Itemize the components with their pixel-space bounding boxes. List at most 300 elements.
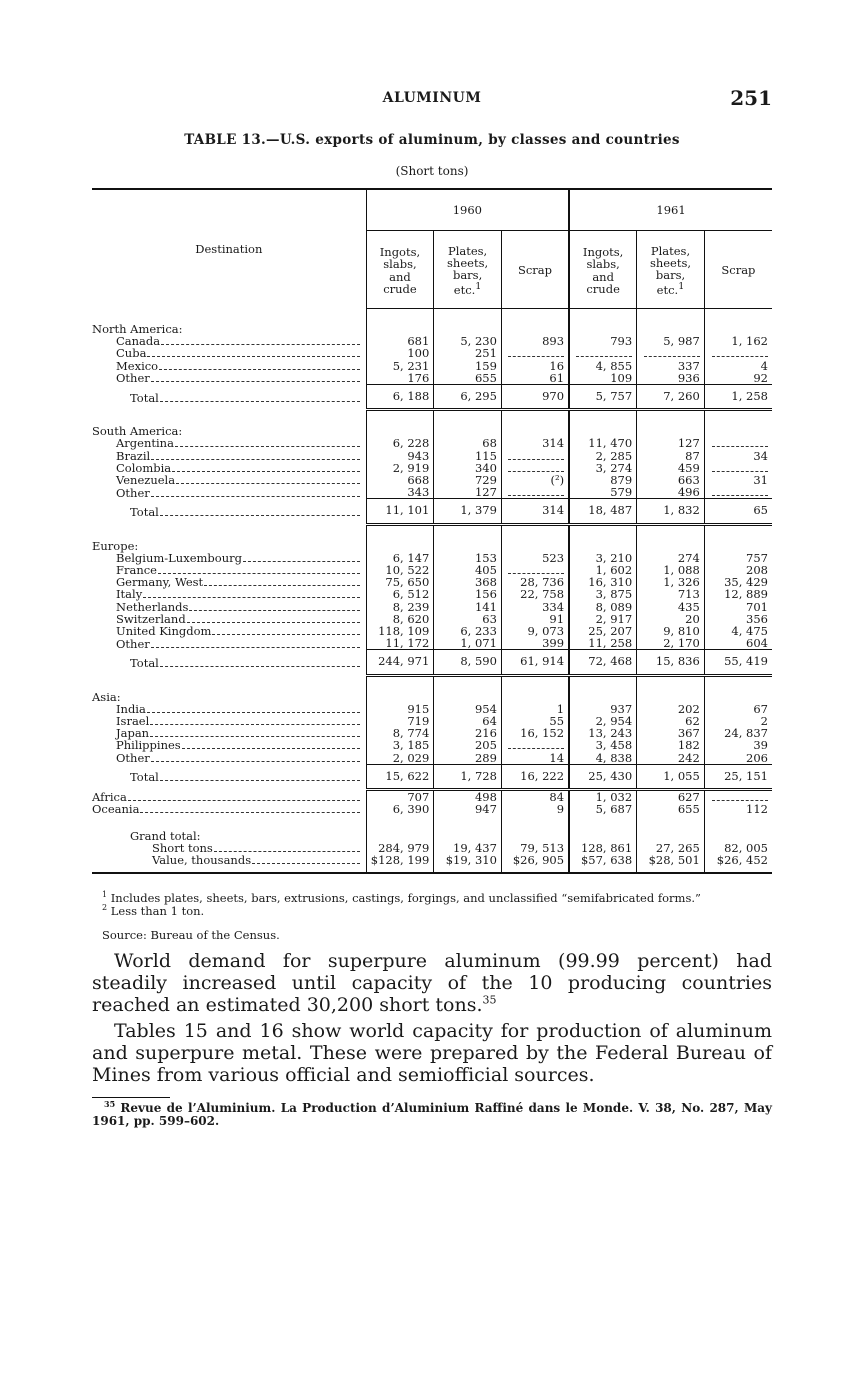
- leader-dots: [172, 463, 360, 472]
- value-cell: 314: [501, 499, 569, 524]
- page-number: 251: [730, 86, 772, 110]
- col-header-plates: Plates, sheets, bars, etc.$^1$: [434, 231, 502, 309]
- value-cell: $57, 638: [569, 854, 637, 873]
- section-heading-row: [92, 425, 772, 437]
- leader-dots: [151, 373, 360, 382]
- dash-placeholder: [508, 348, 564, 357]
- value-cell: [704, 790, 772, 804]
- leader-dots: [150, 728, 360, 737]
- value-cell: 7, 260: [637, 385, 705, 410]
- value-cell: 4, 475: [704, 625, 772, 637]
- value-cell: 2, 954: [569, 715, 637, 727]
- leader-dots: [160, 658, 360, 667]
- col-header-ingots: Ingots, slabs, and crude: [569, 231, 637, 309]
- section-heading-row: [92, 830, 772, 842]
- value-cell: 8, 774: [366, 727, 434, 739]
- value-cell: 289: [434, 752, 502, 765]
- leader-dots: [158, 565, 360, 574]
- section-heading: Europe:: [92, 538, 139, 553]
- table-row: [92, 637, 772, 650]
- value-cell: 8, 620: [366, 613, 434, 625]
- row-label: Netherlands: [116, 599, 189, 614]
- value-cell: 127: [434, 486, 502, 499]
- value-cell: 216: [434, 727, 502, 739]
- dash-placeholder: [712, 792, 768, 801]
- leader-dots: [252, 855, 360, 864]
- value-cell: 141: [434, 601, 502, 613]
- table-row: [92, 474, 772, 486]
- value-cell: 729: [434, 474, 502, 486]
- value-cell: 1, 032: [569, 790, 637, 804]
- value-cell: 1, 602: [569, 564, 637, 576]
- row-label: Colombia: [116, 460, 172, 475]
- leader-dots: [128, 792, 360, 801]
- leader-dots: [214, 843, 360, 852]
- row-label: Total: [130, 504, 159, 519]
- row-label: Total: [130, 655, 159, 670]
- footnote-rule: [92, 1097, 170, 1098]
- dash-placeholder: [508, 451, 564, 460]
- leader-dots: [147, 704, 360, 713]
- row-label: Cuba: [116, 346, 147, 361]
- table-body: [92, 309, 772, 874]
- total-row: [92, 650, 772, 675]
- value-cell: 11, 258: [569, 637, 637, 650]
- value-cell: 68: [434, 437, 502, 449]
- leader-dots: [151, 753, 360, 762]
- source-note: Source: Bureau of the Census.: [102, 928, 280, 942]
- value-cell: 84: [501, 790, 569, 804]
- value-cell: 579: [569, 486, 637, 499]
- value-cell: 13, 243: [569, 727, 637, 739]
- leader-dots: [143, 589, 359, 598]
- value-cell: 64: [434, 715, 502, 727]
- value-cell: 3, 274: [569, 462, 637, 474]
- row-label-cell: [92, 650, 366, 675]
- value-cell: 62: [637, 715, 705, 727]
- value-cell: 954: [434, 703, 502, 715]
- value-cell: 1, 055: [637, 764, 705, 789]
- value-cell: 55: [501, 715, 569, 727]
- paragraph-1: World demand for superpure aluminum (99.99 percent) had steadily increased until capacity of the 10 producing countries reached an estimated 30,200 short tons.$^{35}$: [92, 950, 772, 1016]
- table-row: [92, 727, 772, 739]
- leader-dots: [151, 451, 359, 460]
- row-label-cell: [92, 588, 366, 600]
- row-label: Other: [116, 751, 150, 766]
- value-cell: 24, 837: [704, 727, 772, 739]
- value-cell: 915: [366, 703, 434, 715]
- value-cell: 9, 810: [637, 625, 705, 637]
- value-cell: 115: [434, 450, 502, 462]
- table-row: [92, 450, 772, 462]
- spacer-row: [92, 816, 772, 830]
- row-label: Argentina: [116, 436, 174, 451]
- value-cell: 61: [501, 372, 569, 385]
- leader-dots: [159, 361, 360, 370]
- table-row: [92, 739, 772, 751]
- spacer-row: [92, 410, 772, 426]
- value-cell: 3, 458: [569, 739, 637, 751]
- value-cell: 118, 109: [366, 625, 434, 637]
- value-cell: 82, 005: [704, 842, 772, 854]
- value-cell: [704, 486, 772, 499]
- value-cell: 25, 207: [569, 625, 637, 637]
- row-label-cell: [92, 372, 366, 385]
- row-label-cell: [92, 499, 366, 524]
- row-label-cell: [92, 385, 366, 410]
- value-cell: 2, 029: [366, 752, 434, 765]
- running-title: ALUMINUM: [382, 90, 482, 106]
- row-label-cell: [92, 790, 366, 804]
- value-cell: 5, 757: [569, 385, 637, 410]
- section-heading: Asia:: [92, 689, 121, 704]
- value-cell: 1, 379: [434, 499, 502, 524]
- value-cell: 11, 101: [366, 499, 434, 524]
- leader-dots: [160, 772, 360, 781]
- row-label: Switzerland: [116, 611, 186, 626]
- value-cell: 405: [434, 564, 502, 576]
- value-cell: 4, 855: [569, 360, 637, 372]
- value-cell: 205: [434, 739, 502, 751]
- value-cell: 655: [434, 372, 502, 385]
- value-cell: 6, 147: [366, 552, 434, 564]
- leader-dots: [160, 507, 360, 516]
- row-label: Philippines: [116, 738, 181, 753]
- value-cell: 701: [704, 601, 772, 613]
- row-label: Total: [130, 390, 159, 405]
- value-cell: 604: [704, 637, 772, 650]
- row-label: Germany, West: [116, 575, 204, 590]
- row-label-cell: [92, 739, 366, 751]
- value-cell: [501, 347, 569, 359]
- dash-placeholder: [576, 348, 632, 357]
- year-header-1961: 1961: [569, 189, 772, 231]
- dash-placeholder: [508, 487, 564, 496]
- value-cell: 87: [637, 450, 705, 462]
- table-row: [92, 715, 772, 727]
- table-row: [92, 335, 772, 347]
- destination-header: Destination: [92, 189, 366, 309]
- row-label: United Kingdom: [116, 624, 212, 639]
- value-cell: 757: [704, 552, 772, 564]
- value-cell: 15, 836: [637, 650, 705, 675]
- leader-dots: [175, 438, 360, 447]
- value-cell: 242: [637, 752, 705, 765]
- value-cell: 893: [501, 335, 569, 347]
- value-cell: $19, 310: [434, 854, 502, 873]
- value-cell: 936: [637, 372, 705, 385]
- paragraph-2: Tables 15 and 16 show world capacity for production of aluminum and superpure metal. These were prepared by the Federal Bureau of Mines from various official and semiofficial sources.: [92, 1020, 772, 1086]
- total-row: [92, 764, 772, 789]
- value-cell: 15, 622: [366, 764, 434, 789]
- dash-placeholder: [644, 348, 700, 357]
- value-cell: 2, 285: [569, 450, 637, 462]
- value-cell: 6, 233: [434, 625, 502, 637]
- value-cell: 75, 650: [366, 576, 434, 588]
- value-cell: 6, 295: [434, 385, 502, 410]
- value-cell: 63: [434, 613, 502, 625]
- value-cell: $26, 452: [704, 854, 772, 873]
- value-cell: 970: [501, 385, 569, 410]
- footnote-35: $^{35}$ Revue de l’Aluminium. La Production d’Aluminium Raffiné dans le Monde. V. 38, No. 287, May 1961, pp. 599–602.: [92, 1099, 772, 1128]
- row-label-cell: [92, 347, 366, 359]
- dash-placeholder: [508, 565, 564, 574]
- value-cell: 498: [434, 790, 502, 804]
- value-cell: 10, 522: [366, 564, 434, 576]
- value-cell: 31: [704, 474, 772, 486]
- leader-dots: [212, 626, 359, 635]
- value-cell: [704, 437, 772, 449]
- value-cell: 11, 172: [366, 637, 434, 650]
- value-cell: 435: [637, 601, 705, 613]
- body-text: [92, 950, 772, 1086]
- value-cell: 459: [637, 462, 705, 474]
- row-label: Venezuela: [116, 473, 176, 488]
- value-cell: 337: [637, 360, 705, 372]
- section-heading: Grand total:: [130, 828, 201, 843]
- value-cell: 793: [569, 335, 637, 347]
- value-cell: 16, 222: [501, 764, 569, 789]
- value-cell: 1, 071: [434, 637, 502, 650]
- value-cell: 153: [434, 552, 502, 564]
- row-label: Other: [116, 636, 150, 651]
- value-cell: [637, 347, 705, 359]
- value-cell: 707: [366, 790, 434, 804]
- value-cell: 1, 728: [434, 764, 502, 789]
- row-label-cell: [92, 450, 366, 462]
- value-cell: 5, 687: [569, 803, 637, 815]
- value-cell: 523: [501, 552, 569, 564]
- table-row: [92, 372, 772, 385]
- exports-table: [92, 188, 772, 874]
- value-cell: 28, 736: [501, 576, 569, 588]
- value-cell: 681: [366, 335, 434, 347]
- row-label: Mexico: [116, 358, 159, 373]
- footnote-1: $^1$ Includes plates, sheets, bars, extrusions, castings, forgings, and unclassified “semifabricated forms.”: [102, 890, 701, 905]
- table-row: [92, 437, 772, 449]
- grand-total-row: [92, 854, 772, 873]
- col-header-scrap: Scrap: [704, 231, 772, 309]
- row-label-cell: [92, 360, 366, 372]
- row-label: Brazil: [116, 448, 151, 463]
- value-cell: 1, 258: [704, 385, 772, 410]
- value-cell: 1, 162: [704, 335, 772, 347]
- col-header-plates: Plates, sheets, bars, etc.$^1$: [637, 231, 705, 309]
- dash-placeholder: [712, 463, 768, 472]
- table-row: [92, 703, 772, 715]
- value-cell: 2, 170: [637, 637, 705, 650]
- section-heading: North America:: [92, 322, 183, 336]
- row-label: Italy: [116, 587, 143, 602]
- value-cell: 4: [704, 360, 772, 372]
- value-cell: 208: [704, 564, 772, 576]
- spacer-row: [92, 524, 772, 540]
- row-label-cell: [92, 486, 366, 499]
- value-cell: 8, 089: [569, 601, 637, 613]
- value-cell: 79, 513: [501, 842, 569, 854]
- value-cell: 11, 470: [569, 437, 637, 449]
- value-cell: 14: [501, 752, 569, 765]
- value-cell: 27, 265: [637, 842, 705, 854]
- table-row: [92, 347, 772, 359]
- row-label-cell: [92, 474, 366, 486]
- value-cell: 1, 326: [637, 576, 705, 588]
- value-cell: 719: [366, 715, 434, 727]
- section-heading-row: [92, 540, 772, 552]
- value-cell: [501, 486, 569, 499]
- leader-dots: [189, 602, 359, 611]
- dash-placeholder: [712, 438, 768, 447]
- value-cell: 39: [704, 739, 772, 751]
- row-label-cell: [92, 637, 366, 650]
- table-row: [92, 601, 772, 613]
- row-label-cell: [92, 437, 366, 449]
- table-row: [92, 752, 772, 765]
- value-cell: 55, 419: [704, 650, 772, 675]
- row-label-cell: [92, 764, 366, 789]
- footnote-2: $^2$ Less than 1 ton.: [102, 903, 205, 918]
- row-label-cell: [92, 803, 366, 815]
- row-label: Value, thousands: [152, 852, 252, 867]
- section-heading: South America:: [92, 424, 183, 439]
- value-cell: 399: [501, 637, 569, 650]
- dash-placeholder: [712, 487, 768, 496]
- value-cell: 16: [501, 360, 569, 372]
- value-cell: 5, 987: [637, 335, 705, 347]
- value-cell: 182: [637, 739, 705, 751]
- value-cell: 5, 230: [434, 335, 502, 347]
- leader-dots: [187, 614, 360, 623]
- value-cell: 100: [366, 347, 434, 359]
- table-row: [92, 360, 772, 372]
- value-cell: 367: [637, 727, 705, 739]
- value-cell: 496: [637, 486, 705, 499]
- row-label: Other: [116, 371, 150, 386]
- value-cell: 22, 758: [501, 588, 569, 600]
- value-cell: 109: [569, 372, 637, 385]
- table-footnotes: [102, 892, 762, 918]
- row-label: Japan: [116, 726, 150, 741]
- row-label-cell: [92, 625, 366, 637]
- value-cell: 627: [637, 790, 705, 804]
- value-cell: 128, 861: [569, 842, 637, 854]
- value-cell: 91: [501, 613, 569, 625]
- leader-dots: [151, 488, 360, 497]
- value-cell: 251: [434, 347, 502, 359]
- value-cell: 1, 832: [637, 499, 705, 524]
- table-row: [92, 486, 772, 499]
- value-cell: 12, 889: [704, 588, 772, 600]
- value-cell: 5, 231: [366, 360, 434, 372]
- leader-dots: [176, 475, 360, 484]
- value-cell: 20: [637, 613, 705, 625]
- value-cell: (²): [501, 474, 569, 486]
- row-label: Africa: [92, 790, 127, 805]
- value-cell: 879: [569, 474, 637, 486]
- leader-dots: [151, 639, 360, 648]
- value-cell: 6, 188: [366, 385, 434, 410]
- value-cell: 368: [434, 576, 502, 588]
- value-cell: 2, 919: [366, 462, 434, 474]
- value-cell: 16, 152: [501, 727, 569, 739]
- row-label: Israel: [116, 714, 150, 729]
- leader-dots: [140, 804, 359, 813]
- value-cell: 668: [366, 474, 434, 486]
- leader-dots: [204, 577, 360, 586]
- table-row: [92, 790, 772, 804]
- leader-dots: [182, 740, 360, 749]
- value-cell: $26, 905: [501, 854, 569, 873]
- row-label: Oceania: [92, 802, 140, 817]
- table-row: [92, 462, 772, 474]
- value-cell: 72, 468: [569, 650, 637, 675]
- value-cell: 206: [704, 752, 772, 765]
- row-label: Short tons: [152, 840, 213, 855]
- dash-placeholder: [508, 463, 564, 472]
- table-row: [92, 576, 772, 588]
- value-cell: 1, 088: [637, 564, 705, 576]
- value-cell: 314: [501, 437, 569, 449]
- value-cell: 356: [704, 613, 772, 625]
- value-cell: 6, 228: [366, 437, 434, 449]
- value-cell: 663: [637, 474, 705, 486]
- value-cell: 9, 073: [501, 625, 569, 637]
- value-cell: 2, 917: [569, 613, 637, 625]
- row-label: Other: [116, 485, 150, 500]
- value-cell: $128, 199: [366, 854, 434, 873]
- value-cell: 25, 151: [704, 764, 772, 789]
- value-cell: 713: [637, 588, 705, 600]
- leader-dots: [150, 716, 359, 725]
- row-label: Canada: [116, 334, 161, 349]
- total-row: [92, 499, 772, 524]
- value-cell: 8, 239: [366, 601, 434, 613]
- value-cell: 16, 310: [569, 576, 637, 588]
- value-cell: [501, 450, 569, 462]
- value-cell: 6, 390: [366, 803, 434, 815]
- spacer-row: [92, 309, 772, 324]
- value-cell: 284, 979: [366, 842, 434, 854]
- value-cell: $28, 501: [637, 854, 705, 873]
- value-cell: 202: [637, 703, 705, 715]
- dash-placeholder: [508, 740, 564, 749]
- value-cell: 334: [501, 601, 569, 613]
- running-head: [92, 86, 772, 110]
- value-cell: 3, 210: [569, 552, 637, 564]
- value-cell: 2: [704, 715, 772, 727]
- row-label: Total: [130, 770, 159, 785]
- leader-dots: [243, 553, 360, 562]
- value-cell: [704, 347, 772, 359]
- col-header-scrap: Scrap: [501, 231, 569, 309]
- table-title: TABLE 13.—U.S. exports of aluminum, by classes and countries: [184, 132, 680, 148]
- value-cell: 127: [637, 437, 705, 449]
- value-cell: 67: [704, 703, 772, 715]
- value-cell: 176: [366, 372, 434, 385]
- leader-dots: [161, 336, 360, 345]
- value-cell: 61, 914: [501, 650, 569, 675]
- value-cell: 6, 512: [366, 588, 434, 600]
- value-cell: 947: [434, 803, 502, 815]
- value-cell: 3, 185: [366, 739, 434, 751]
- value-cell: 1: [501, 703, 569, 715]
- table-row: [92, 803, 772, 815]
- value-cell: 156: [434, 588, 502, 600]
- leader-dots: [147, 348, 359, 357]
- value-cell: 19, 437: [434, 842, 502, 854]
- value-cell: 340: [434, 462, 502, 474]
- table-subtitle: (Short tons): [395, 164, 469, 178]
